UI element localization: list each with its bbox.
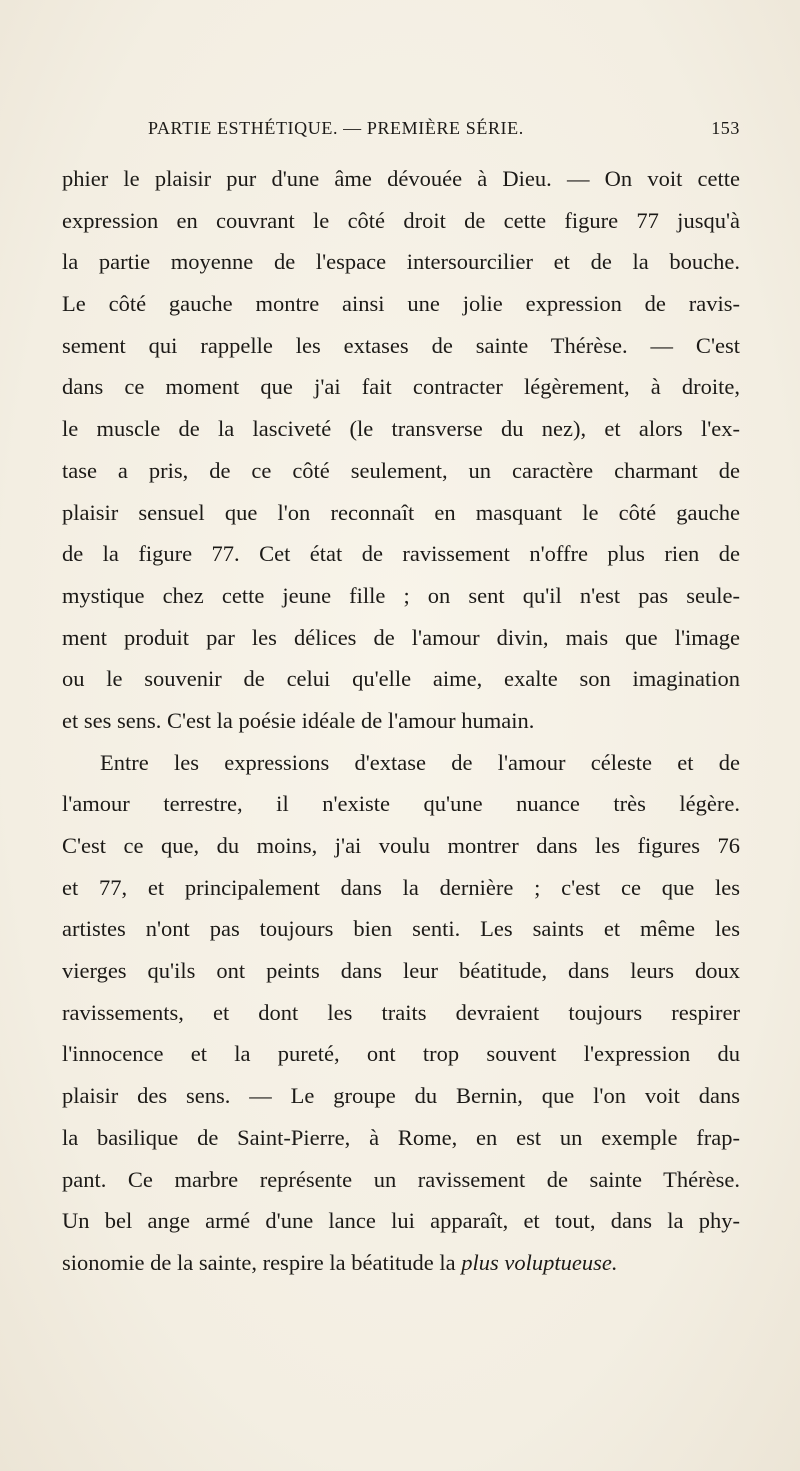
text-line: et ses sens. C'est la poésie idéale de l'amour humain. — [62, 707, 535, 733]
text-line-final-plain: sionomie de la sainte, respire la béatitude la — [62, 1249, 462, 1275]
text-line: dans ce moment que j'ai fait contracter légèrement, à droite, — [62, 374, 740, 400]
text-line: la partie moyenne de l'espace intersourcilier et de la bouche. — [62, 249, 740, 275]
text-line: de la figure 77. Cet état de ravissement n'offre plus rien de — [62, 541, 740, 567]
text-line: Le côté gauche montre ainsi une jolie expression de ravis- — [62, 291, 740, 317]
text-line: la basilique de Saint-Pierre, à Rome, en est un exemple frap- — [62, 1124, 740, 1150]
body-text — [62, 158, 740, 1284]
text-line: l'innocence et la pureté, ont trop souvent l'expression du — [62, 1041, 740, 1067]
text-line: ravissements, et dont les traits devraient toujours respirer — [62, 999, 740, 1025]
text-line: l'amour terrestre, il n'existe qu'une nuance très légère. — [62, 791, 740, 817]
text-line: phier le plaisir pur d'une âme dévouée à Dieu. — On voit cette — [62, 166, 740, 191]
header-title: PARTIE ESTHÉTIQUE. — PREMIÈRE SÉRIE. — [148, 118, 524, 138]
text-line: vierges qu'ils ont peints dans leur béatitude, dans leurs doux — [62, 958, 740, 984]
text-line: expression en couvrant le côté droit de cette figure 77 jusqu'à — [62, 207, 740, 233]
text-line: tase a pris, de ce côté seulement, un caractère charmant de — [62, 457, 740, 483]
text-line: Entre les expressions d'extase de l'amour céleste et de — [100, 749, 740, 775]
text-line: plaisir sensuel que l'on reconnaît en masquant le côté gauche — [62, 499, 740, 525]
running-header — [62, 118, 740, 146]
text-line-final — [62, 1242, 740, 1284]
text-line: artistes n'ont pas toujours bien senti. Les saints et même les — [62, 916, 740, 942]
page-number: 153 — [711, 118, 740, 138]
text-line: Un bel ange armé d'une lance lui apparaît, et tout, dans la phy- — [62, 1208, 740, 1234]
text-line: C'est ce que, du moins, j'ai voulu montrer dans les figures 76 — [62, 833, 740, 858]
text-line: pant. Ce marbre représente un ravissement de sainte Thérèse. — [62, 1166, 740, 1192]
italic-emphasis: plus voluptueuse. — [461, 1249, 618, 1275]
text-line: plaisir des sens. — Le groupe du Bernin, que l'on voit dans — [62, 1083, 740, 1109]
text-line: sement qui rappelle les extases de sainte Thérèse. — C'est — [62, 332, 740, 358]
text-line: et 77, et principalement dans la dernière ; c'est ce que les — [62, 874, 740, 900]
text-line: le muscle de la lasciveté (le transverse du nez), et alors l'ex- — [62, 416, 740, 442]
text-line: mystique chez cette jeune fille ; on sent qu'il n'est pas seule- — [62, 582, 740, 608]
text-line: ment produit par les délices de l'amour divin, mais que l'image — [62, 624, 740, 650]
text-line: ou le souvenir de celui qu'elle aime, exalte son imagination — [62, 666, 740, 692]
